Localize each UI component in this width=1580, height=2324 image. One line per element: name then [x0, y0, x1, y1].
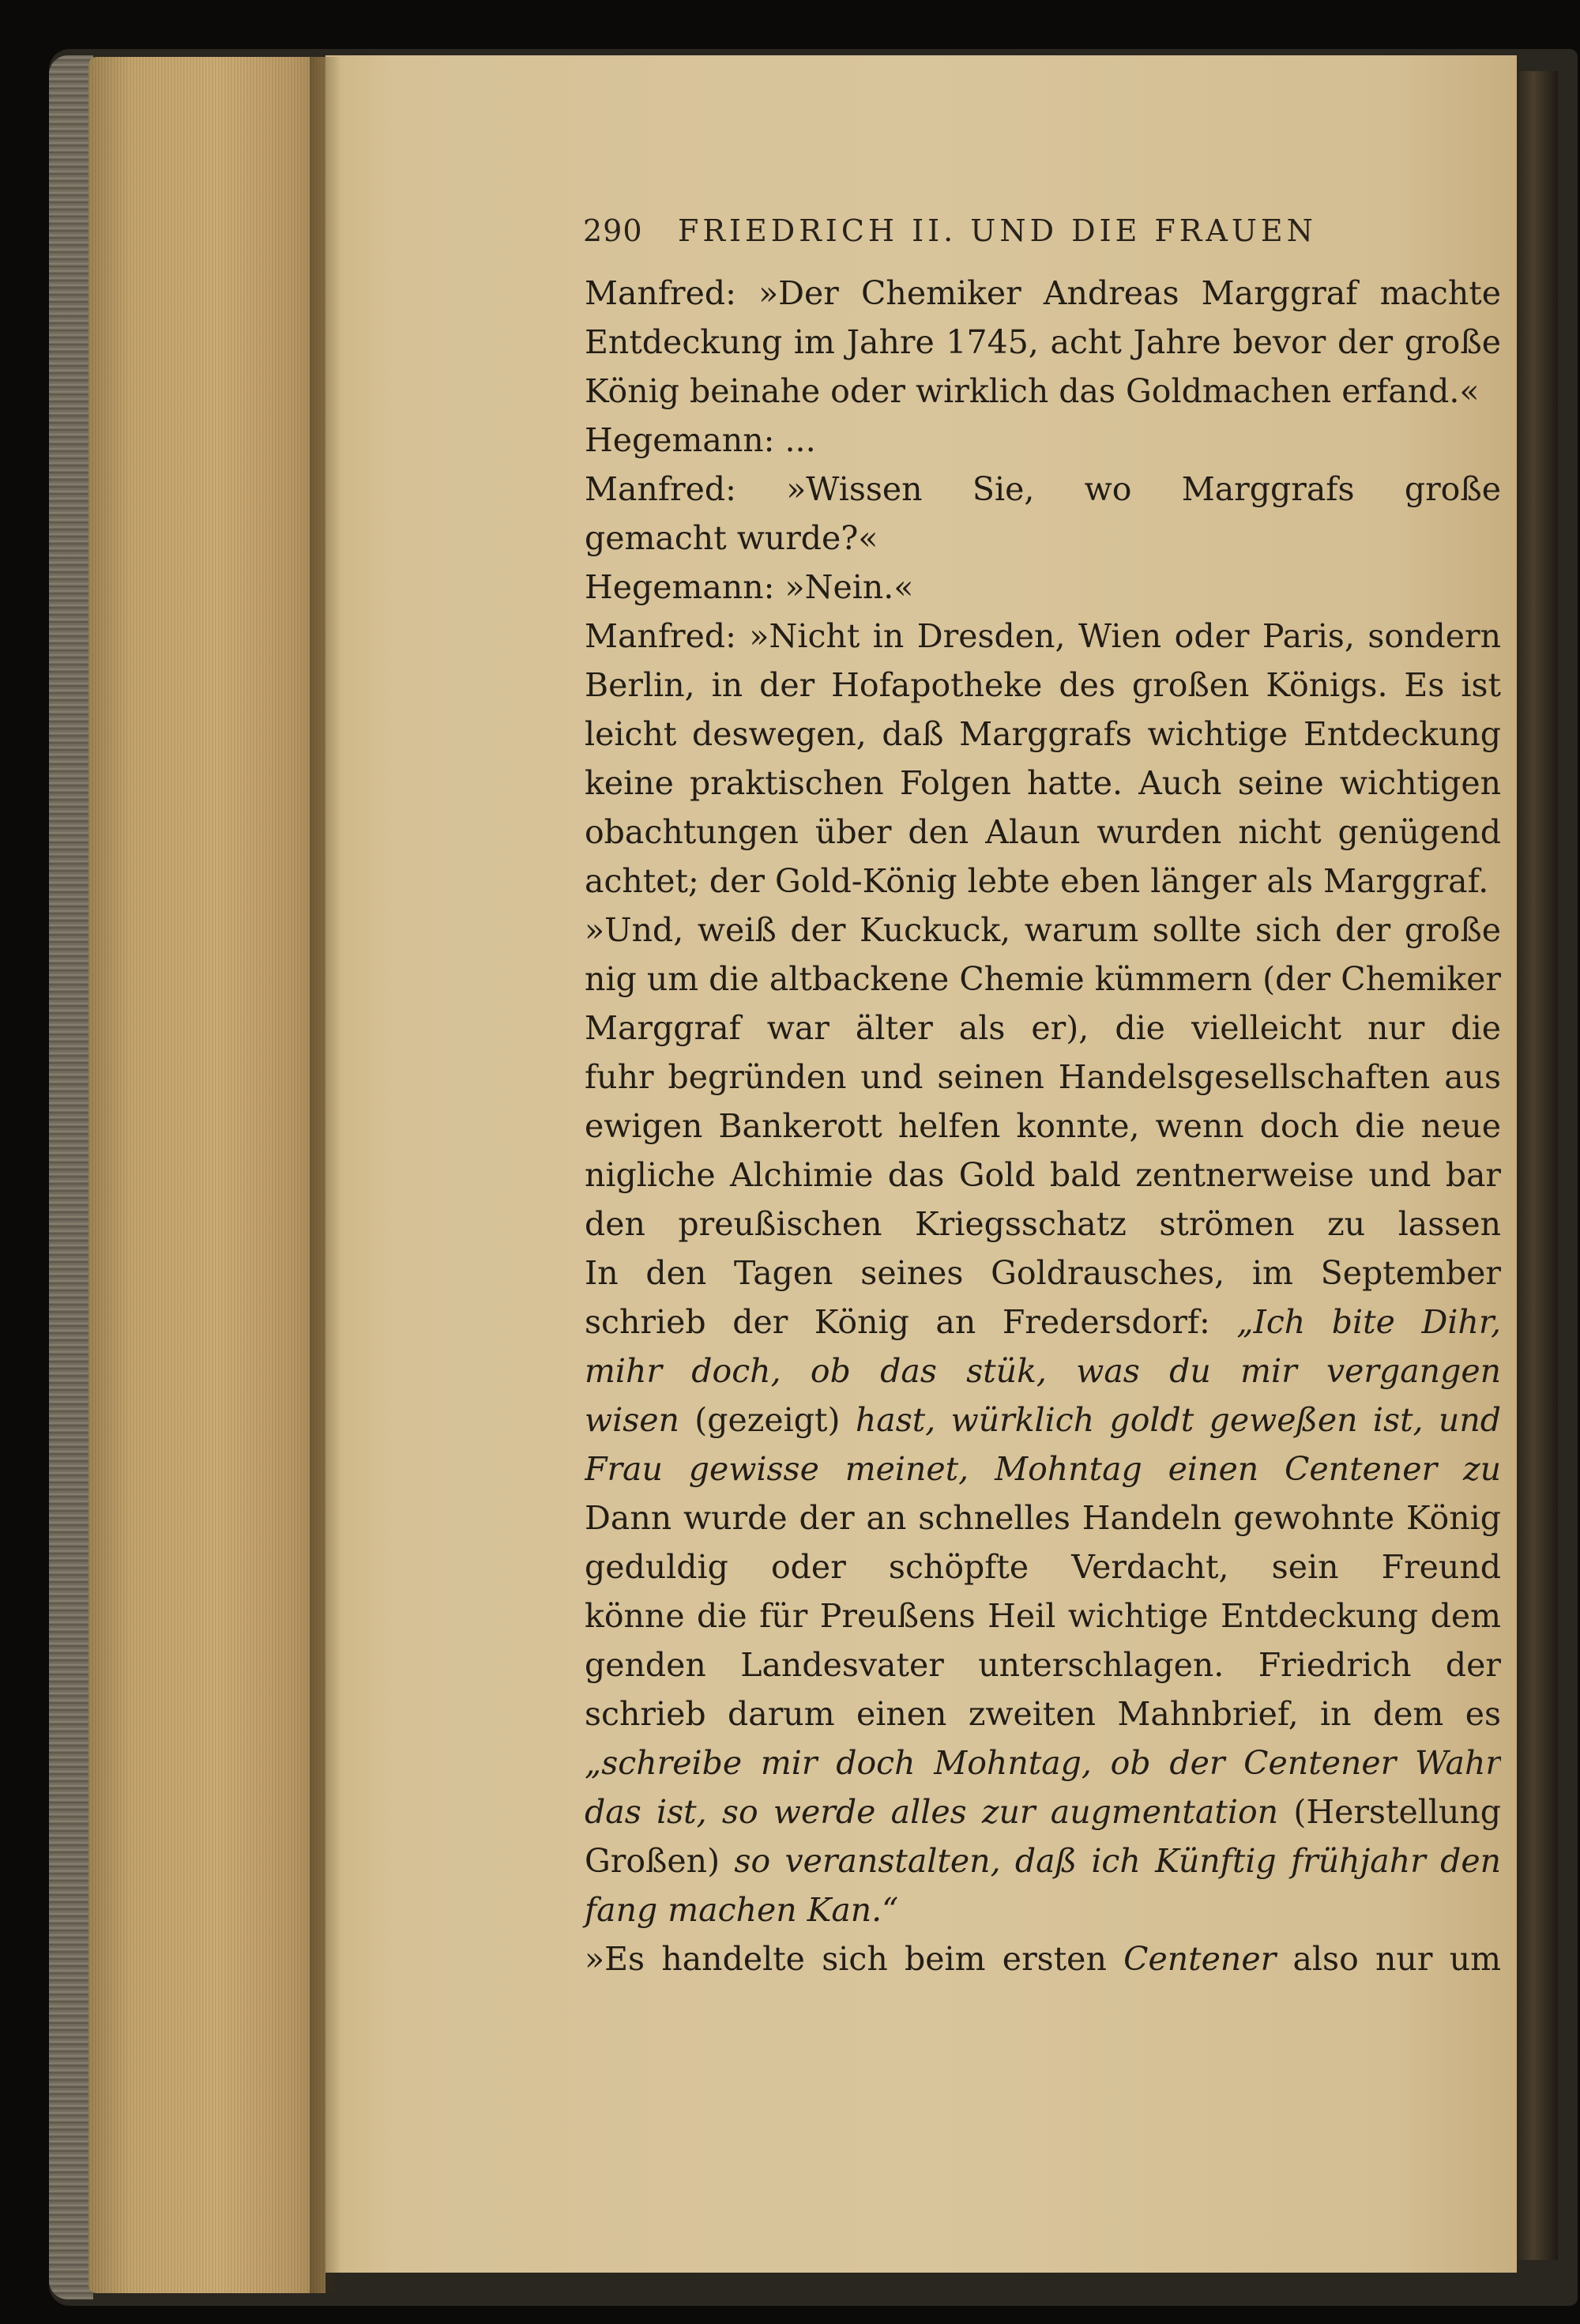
text-segment: (gezeigt) — [679, 1401, 856, 1439]
text-line — [585, 1493, 1501, 1542]
book-spine-edge — [49, 55, 93, 2300]
text-line — [585, 563, 1501, 612]
text-line — [585, 1151, 1501, 1200]
text-segment: In den Tagen seines Goldrausches, im September — [585, 1254, 1501, 1292]
text-line — [585, 1787, 1501, 1836]
text-segment: Manfred: »Wissen Sie, wo Marggrafs große — [585, 470, 1501, 508]
text-line — [585, 514, 1501, 563]
italic-quote-segment: das ist, so werde alles zur augmentation — [585, 1793, 1279, 1831]
text-segment: Berlin, in der Hofapotheke des großen Königs. Es ist — [585, 666, 1501, 704]
text-segment: nig um die altbackene Chemie kümmern (der Chemiker — [585, 960, 1501, 998]
italic-quote-segment: mihr doch, ob das stük, was du mir vergangen — [585, 1352, 1501, 1390]
text-line — [585, 1102, 1501, 1151]
italic-quote-segment: Frau gewisse meinet, Mohntag einen Centener zu — [585, 1450, 1501, 1488]
text-line — [585, 1298, 1501, 1347]
text-segment: keine praktischen Folgen hatte. Auch seine wichtigen — [585, 764, 1501, 802]
text-segment: Hegemann: »Nein.« — [585, 568, 914, 606]
text-line — [585, 318, 1501, 367]
text-segment: gemacht wurde?« — [585, 519, 878, 557]
text-line — [585, 269, 1501, 318]
text-line — [585, 1396, 1501, 1444]
italic-quote-segment: Centener — [1123, 1940, 1277, 1978]
text-line — [585, 955, 1501, 1004]
text-segment: leicht deswegen, daß Marggrafs wichtige Entdeckung — [585, 715, 1501, 753]
text-line — [585, 1689, 1501, 1738]
text-segment: Großen) — [585, 1842, 735, 1880]
text-line — [585, 465, 1501, 514]
text-line — [585, 1347, 1501, 1396]
italic-quote-segment: wisen — [585, 1401, 679, 1439]
text-segment: fuhr begründen und seinen Handelsgesellschaften aus — [585, 1058, 1501, 1096]
text-line — [585, 1004, 1501, 1053]
text-segment: schrieb der König an Fredersdorf: — [585, 1303, 1237, 1341]
text-line — [585, 1836, 1501, 1885]
text-line — [585, 759, 1501, 808]
italic-quote-segment: hast, würklich goldt geweßen ist, und — [855, 1401, 1501, 1439]
text-segment: Manfred: »Nicht in Dresden, Wien oder Paris, sondern — [585, 617, 1501, 655]
text-segment: also nur um — [1292, 1940, 1501, 1978]
text-segment: »Und, weiß der Kuckuck, warum sollte sich der große — [585, 911, 1501, 949]
text-segment: geduldig oder schöpfte Verdacht, sein Freund — [585, 1548, 1501, 1586]
text-line — [585, 857, 1501, 906]
text-segment: (Herstellung — [1293, 1793, 1501, 1831]
text-segment: den preußischen Kriegsschatz strömen zu lassen — [585, 1205, 1501, 1243]
text-segment: Hegemann: ... — [585, 421, 816, 459]
text-line — [585, 1200, 1501, 1249]
text-segment: Dann wurde der an schnelles Handeln gewohnte König — [585, 1499, 1501, 1537]
text-segment: Manfred: »Der Chemiker Andreas Marggraf machte — [585, 274, 1501, 312]
text-line — [585, 416, 1501, 465]
gutter-shadow — [310, 57, 341, 2293]
italic-quote-segment: fang machen Kan.“ — [585, 1891, 899, 1929]
italic-quote-segment: „schreibe mir doch Mohntag, ob der Centener Wahr — [585, 1744, 1501, 1782]
text-line — [585, 1444, 1501, 1493]
text-line — [585, 808, 1501, 857]
text-line — [585, 1249, 1501, 1298]
text-segment: Entdeckung im Jahre 1745, acht Jahre bevor der große — [585, 323, 1501, 361]
text-line — [585, 1738, 1501, 1787]
facing-page-edge — [1517, 71, 1558, 2260]
text-segment: König beinahe oder wirklich das Goldmachen erfand.« — [585, 372, 1480, 410]
italic-quote-segment: so veranstalten, daß ich Künftig frühjahr den — [734, 1842, 1501, 1880]
text-line — [585, 1591, 1501, 1640]
italic-quote-segment: „Ich bite Dihr, — [1236, 1303, 1501, 1341]
text-line — [585, 1885, 1501, 1934]
text-segment: achtet; der Gold-König lebte eben länger als Marggraf. — [585, 862, 1489, 900]
text-segment: könne die für Preußens Heil wichtige Entdeckung dem — [585, 1597, 1501, 1635]
text-segment: schrieb darum einen zweiten Mahnbrief, in dem es — [585, 1695, 1501, 1733]
text-line — [585, 367, 1501, 416]
text-segment: nigliche Alchimie das Gold bald zentnerweise und bar — [585, 1156, 1501, 1194]
text-line — [585, 1053, 1501, 1102]
running-head-title: FRIEDRICH II. UND DIE FRAUEN — [678, 213, 1317, 248]
running-header — [583, 213, 1373, 253]
text-line — [585, 906, 1501, 955]
text-segment: obachtungen über den Alaun wurden nicht genügend — [585, 813, 1501, 851]
text-line — [585, 1640, 1501, 1689]
body-text — [585, 269, 1501, 1983]
text-line — [585, 612, 1501, 661]
text-segment: ewigen Bankerott helfen konnte, wenn doch die neue — [585, 1107, 1501, 1145]
text-segment: Marggraf war älter als er), die vielleicht nur die — [585, 1009, 1501, 1047]
text-line — [585, 661, 1501, 710]
page-number: 290 — [583, 213, 643, 248]
text-line — [585, 1934, 1501, 1983]
text-line — [585, 1542, 1501, 1591]
text-segment: »Es handelte sich beim ersten — [585, 1940, 1124, 1978]
page-block-edges — [88, 57, 325, 2293]
text-segment: genden Landesvater unterschlagen. Friedrich der — [585, 1646, 1501, 1684]
text-line — [585, 710, 1501, 759]
